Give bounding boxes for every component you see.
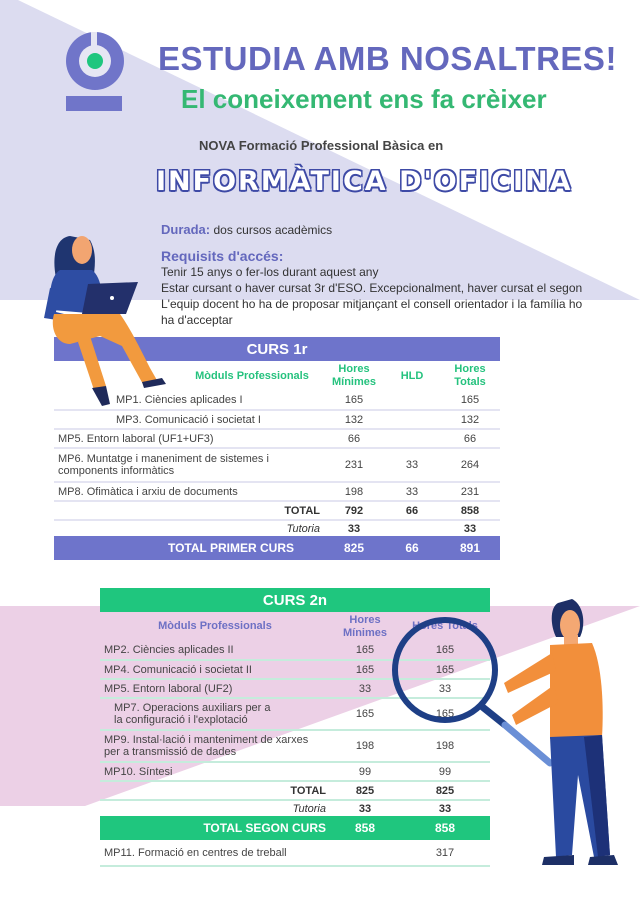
table-row: MP2. Ciències aplicades II 165 165 (100, 641, 490, 660)
course2-banner: CURS 2n (100, 588, 490, 612)
grand-total-row: TOTAL SEGON CURS 858 858 (100, 816, 490, 840)
page-title: ESTUDIA AMB NOSALTRES! (158, 40, 617, 77)
requirement-item: Estar cursant o haver cursat 3r d'ESO. Excepcionalment, haver cursat el segon (161, 281, 583, 295)
man-magnifier-illustration-icon (380, 585, 640, 875)
col-header-min-hours: Hores Mínimes (342, 613, 387, 639)
col-header-min-hours: Hores Mínimes (331, 363, 376, 388)
school-logo-icon (66, 32, 124, 112)
table-row: MP4. Comunicació i societat II 165 165 (100, 660, 490, 679)
tutoria-row: Tutoria 33 33 (286, 522, 477, 535)
course-name: INFORMÀTICA D'OFICINA (156, 166, 573, 197)
fct-row: MP11. Formació en centres de treball 317 (100, 840, 490, 866)
woman-laptop-illustration-icon (30, 218, 190, 418)
grand-total-row: TOTAL PRIMER CURS 825 66 891 (54, 536, 500, 560)
table-row: MP5. Entorn laboral (UF2) 33 33 (100, 679, 490, 698)
total-row: TOTAL 825 825 (100, 781, 490, 800)
col-header-modules: Mòduls Professionals (195, 369, 309, 382)
table-row: MP1. Ciències aplicades I 165 165 (54, 391, 500, 410)
course-info (161, 222, 640, 328)
table-row: MP9. Instal·lació i manteniment de xarxes per a transmissió de dades 198 198 (100, 730, 490, 762)
table-row: MP5. Entorn laboral (UF1+UF3) 66 66 (54, 429, 500, 448)
col-header-total-hours: Hores Totals (412, 620, 478, 632)
table-row: MP3. Comunicació i societat I 132 132 (54, 410, 500, 429)
total-row: TOTAL 792 66 858 (54, 501, 500, 520)
requirement-item: L'equip docent ho ha de proposar mitjançant el consell orientador i la família ho (161, 297, 583, 311)
duration-label: Durada: (161, 222, 211, 237)
table-row: MP7. Operacions auxiliars per a la configuració i l'explotació 165 165 (100, 698, 490, 730)
intro-text: NOVA Formació Professional Bàsica en (199, 138, 444, 153)
requirement-item: Tenir 15 anys o fer-los durant aquest any (161, 265, 379, 279)
table-row: MP8. Ofimàtica i arxiu de documents 198 33 231 (54, 482, 500, 501)
course1-banner: CURS 1r (54, 337, 500, 361)
table-row: MP10. Síntesi 99 99 (100, 762, 490, 781)
col-header-modules: Mòduls Professionals (158, 620, 272, 632)
col-header-total-hours: Hores Totals (454, 363, 486, 388)
duration-value: dos cursos acadèmics (213, 223, 333, 237)
requirements-title: Requisits d'accés: (161, 248, 284, 264)
col-header-hld: HLD (400, 369, 424, 382)
table-row: MP6. Muntatge i maneniment de sistemes i components informàtics 231 33 264 (54, 448, 500, 482)
requirement-item: ha d'acceptar (161, 313, 233, 327)
tutoria-row: Tutoria 33 33 (292, 802, 452, 815)
page-subtitle: El coneixement ens fa crèixer (181, 84, 547, 114)
